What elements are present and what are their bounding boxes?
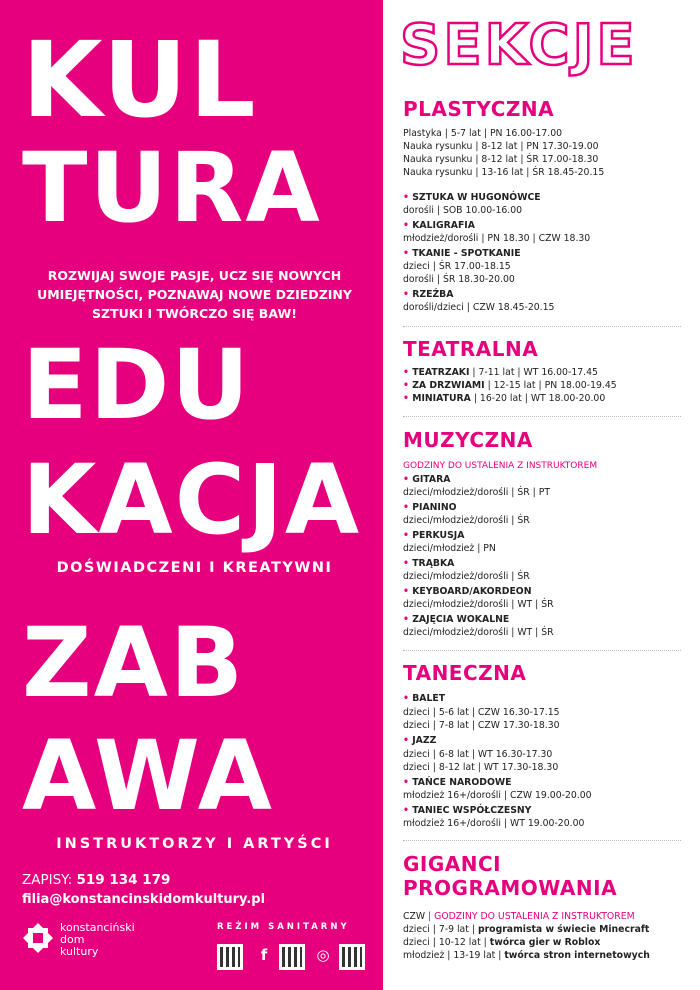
schedule-line: dzieci | 6-8 lat | WT 16.30-17.30 [403,749,553,760]
divider [403,650,681,651]
class-name: • RZEŹBA [403,289,454,300]
schedule-line: Nauka rysunku | 13-16 lat | ŚR 18.45-20.15 [403,167,605,178]
schedule-line: dorośli | SOB 10.00-16.00 [403,205,523,216]
class-name: • KALIGRAFIA [403,220,475,231]
sanitary-regime-label: REŻIM SANITARNY [217,922,350,932]
logo-icon [22,922,54,954]
schedule-line: dzieci/młodzież/dorośli | ŚR [403,515,530,526]
divider [403,416,681,417]
section-heading-teatralna: TEATRALNA [403,337,539,361]
signup-label: ZAPISY: [22,872,73,888]
schedule-line: dzieci | 7-8 lat | CZW 17.30-18.30 [403,720,560,731]
section-heading-giganci: GIGANCI [403,852,502,876]
class-name: • PIANINO [403,502,457,513]
headline-kul: KUL [22,19,258,141]
right-panel [383,0,700,990]
qr-code-icon[interactable] [279,944,305,970]
headline-awa: AWA [22,720,274,832]
subheading-instructors: INSTRUKTORZY I ARTYŚCI [56,836,333,852]
schedule-line: CZW | GODZINY DO USTALENIA Z INSTRUKTOREM [403,911,635,922]
schedule-line: dorośli | ŚR 18.30-20.00 [403,274,515,285]
schedule-line: dzieci/młodzież | PN [403,543,496,554]
schedule-line: młodzież | 13-19 lat | twórca stron internetowych [403,950,650,961]
class-name: • PERKUSJA [403,530,465,541]
sections-title: SEKCJE [400,13,638,78]
subheading-experienced: DOŚWIADCZENI I KREATYWNI [56,560,333,576]
headline-tura: TURA [22,132,322,244]
phone-number[interactable]: 519 134 179 [76,872,171,888]
schedule-line: dorośli/dzieci | CZW 18.45-20.15 [403,302,555,313]
class-name: • ZAJĘCIA WOKALNE [403,614,510,625]
divider [403,840,681,841]
instagram-icon[interactable]: ◎ [316,946,330,964]
class-name: • GITARA [403,474,451,485]
signup-phone [22,872,170,888]
headline-zab: ZAB [22,607,246,719]
class-name: • TRĄBKA [403,558,455,569]
schedule-line: dzieci | 7-9 lat | programista w świecie Minecraft [403,924,650,935]
schedule-line: dzieci/młodzież/dorośli | ŚR [403,571,530,582]
tagline: ROZWIJAJ SWOJE PASJE, UCZ SIĘ NOWYCH UMIEJĘTNOŚCI, POZNAWAJ NOWE DZIEDZINY SZTUKI I TWÓRCZO SIĘ BAW! [37,268,352,321]
class-name: • TKANIE - SPOTKANIE [403,248,521,259]
schedule-line: dzieci/młodzież/dorośli | WT | ŚR [403,599,554,610]
logo-text [60,922,135,958]
qr-code-icon[interactable] [217,944,243,970]
schedule-line: dzieci | 5-6 lat | CZW 16.30-17.15 [403,707,560,718]
schedule-line: młodzież/dorośli | PN 18.30 | CZW 18.30 [403,233,591,244]
class-name: • BALET [403,693,446,704]
section-heading-programowania: PROGRAMOWANIA [403,876,618,900]
schedule-line: Nauka rysunku | 8-12 lat | PN 17.30-19.00 [403,141,599,152]
schedule-line: dzieci | ŚR 17.00-18.15 [403,261,511,272]
class-line: • ZA DRZWIAMI | 12-15 lat | PN 18.00-19.45 [403,380,617,391]
class-name: • SZTUKA W HUGONÓWCE [403,192,541,203]
schedule-line: młodzież 16+/dorośli | WT 19.00-20.00 [403,818,585,829]
hours-note: GODZINY DO USTALENIA Z INSTRUKTOREM [403,461,598,471]
facebook-icon[interactable]: f [260,946,268,964]
logo-line-2: dom [60,933,85,946]
class-name: • KEYBOARD/AKORDEON [403,586,532,597]
section-heading-muzyczna: MUZYCZNA [403,428,533,452]
class-name: • JAZZ [403,735,437,746]
schedule-line: dzieci/młodzież/dorośli | ŚR | PT [403,487,551,498]
logo-line-3: kultury [60,945,99,958]
schedule-line: młodzież 16+/dorośli | CZW 19.00-20.00 [403,790,592,801]
class-name: • TANIEC WSPÓŁCZESNY [403,805,532,816]
section-heading-plastyczna: PLASTYCZNA [403,97,555,121]
logo-line-1: konstanciński [60,921,135,934]
email-link[interactable]: filia@konstancinskidomkultury.pl [22,892,266,907]
schedule-line: Nauka rysunku | 8-12 lat | ŚR 17.00-18.30 [403,154,599,165]
schedule-line: dzieci | 8-12 lat | WT 17.30-18.30 [403,762,559,773]
divider [403,326,681,327]
qr-code-icon[interactable] [339,944,365,970]
schedule-line: Plastyka | 5-7 lat | PN 16.00-17.00 [403,128,563,139]
class-line: • TEATRZAKI | 7-11 lat | WT 16.00-17.45 [403,367,598,378]
class-name: • TAŃCE NARODOWE [403,777,512,788]
class-line: • MINIATURA | 16-20 lat | WT 18.00-20.00 [403,393,606,404]
headline-edu: EDU [22,329,252,441]
logo [22,920,172,970]
headline-kacja: KACJA [22,444,362,556]
schedule-line: dzieci/młodzież/dorośli | WT | ŚR [403,627,554,638]
section-heading-taneczna: TANECZNA [403,661,527,685]
schedule-line: dzieci | 10-12 lat | twórca gier w Roblox [403,937,601,948]
